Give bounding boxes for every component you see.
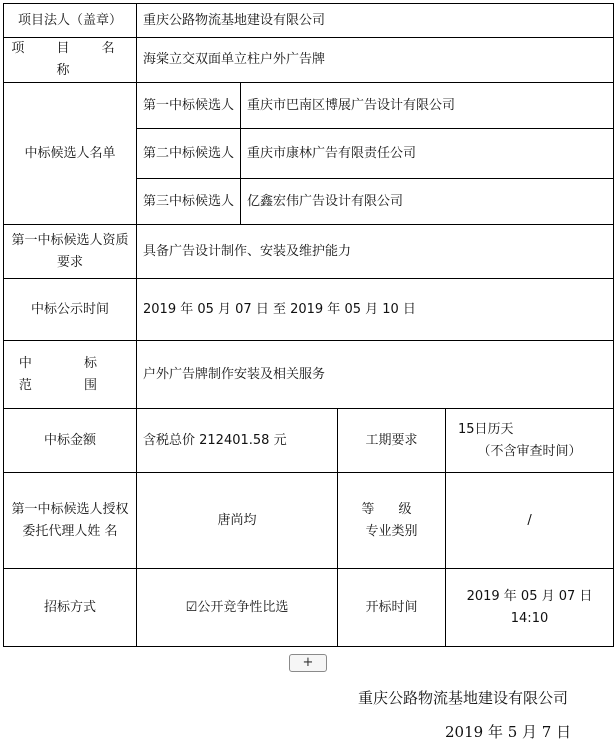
bidding-method-label: 招标方式 — [4, 569, 137, 647]
candidate-rank-2: 第二中标候选人 — [137, 129, 241, 179]
duration-days: 15日历天 — [458, 421, 514, 437]
scope-label: 中 标 范 围 — [4, 341, 137, 409]
bid-result-table — [3, 3, 614, 647]
amount-label: 中标金额 — [4, 409, 137, 473]
candidate-rank-3: 第三中标候选人 — [137, 179, 241, 225]
duration-label: 工期要求 — [338, 409, 446, 473]
grade-label-line-1: 等 级 — [361, 501, 422, 517]
candidate-name-1: 重庆市巴南区博展广告设计有限公司 — [241, 83, 614, 129]
grade-label-line-2: 专业类别 — [365, 523, 418, 539]
qualification-label: 第一中标候选人资质要求 — [4, 225, 137, 279]
publicity-value: 2019 年 05 月 07 日 至 2019 年 05 月 10 日 — [137, 279, 614, 341]
legal-person-label: 项目法人（盖章） — [4, 4, 137, 38]
candidate-rank-1: 第一中标候选人 — [137, 83, 241, 129]
duration-note: （不含审查时间） — [477, 443, 582, 459]
candidate-name-2: 重庆市康林广告有限责任公司 — [241, 129, 614, 179]
scope-value: 户外广告牌制作安装及相关服务 — [137, 341, 614, 409]
duration-value — [446, 409, 614, 473]
qualification-value: 具备广告设计制作、安装及维护能力 — [137, 225, 614, 279]
publicity-label: 中标公示时间 — [4, 279, 137, 341]
bidding-method-value: ☑公开竞争性比选 — [137, 569, 338, 647]
grade-value: / — [446, 473, 614, 569]
footer-date: 2019 年 5 月 7 日 — [445, 723, 572, 741]
agent-value: 唐尚均 — [137, 473, 338, 569]
project-name-value: 海棠立交双面单立柱户外广告牌 — [137, 38, 614, 83]
opening-time-label: 开标时间 — [338, 569, 446, 647]
candidates-label: 中标候选人名单 — [4, 83, 137, 225]
opening-time-value: 2019 年 05 月 07 日 14:10 — [446, 569, 614, 647]
grade-label — [338, 473, 446, 569]
footer-company: 重庆公路物流基地建设有限公司 — [358, 689, 569, 707]
legal-person-value: 重庆公路物流基地建设有限公司 — [137, 4, 614, 38]
agent-label: 第一中标候选人授权委托代理人姓 名 — [4, 473, 137, 569]
project-name-label: 项 目 名 称 — [4, 38, 137, 83]
expand-button[interactable]: + — [289, 654, 327, 672]
amount-value: 含税总价 212401.58 元 — [137, 409, 338, 473]
candidate-name-3: 亿鑫宏伟广告设计有限公司 — [241, 179, 614, 225]
